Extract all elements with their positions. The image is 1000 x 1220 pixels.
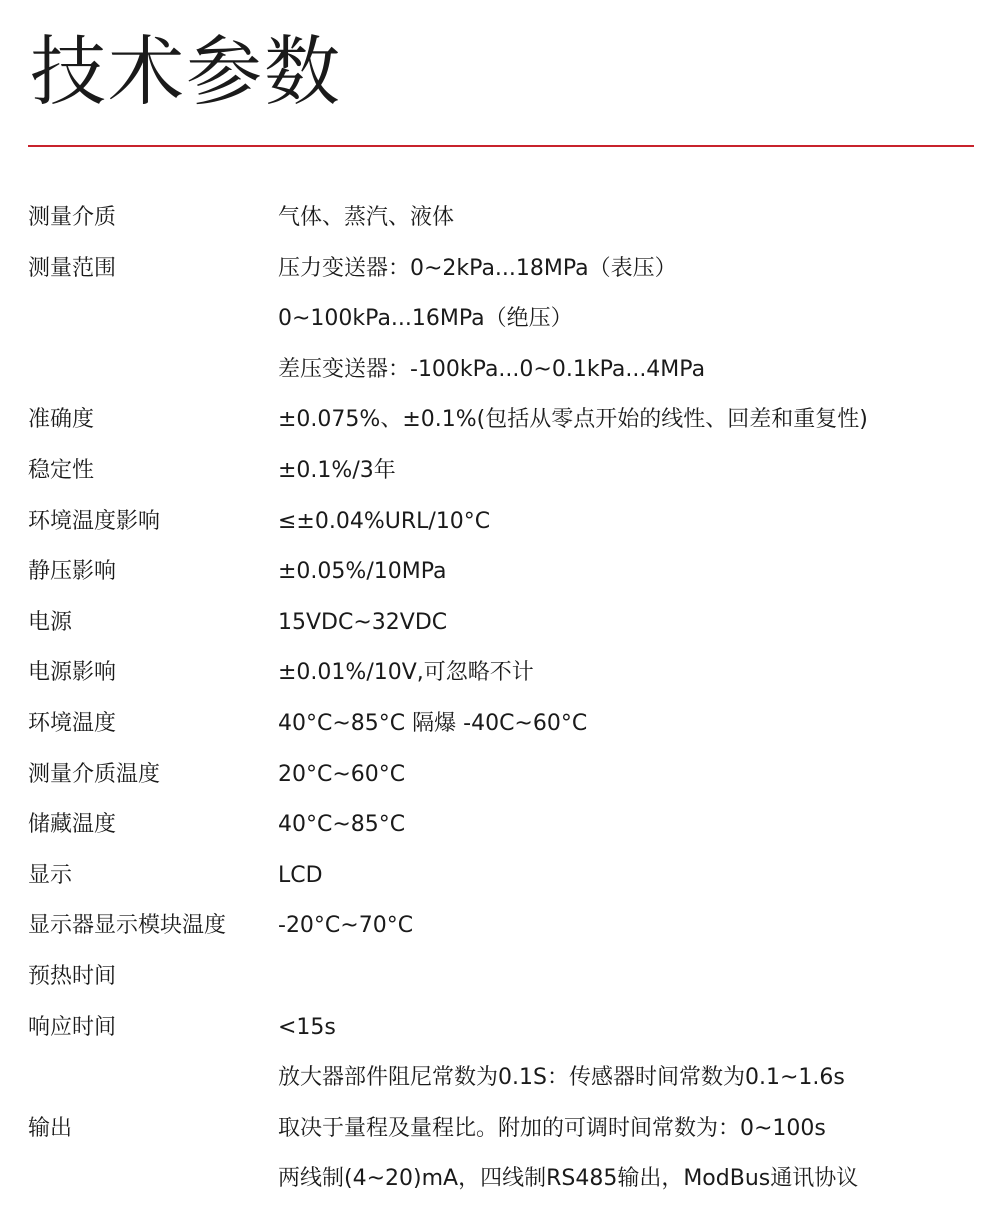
spec-values bbox=[278, 598, 988, 649]
spec-value: ≤±0.04%URL/10°C bbox=[278, 508, 491, 534]
spec-value: 气体、蒸汽、液体 bbox=[278, 205, 455, 230]
spec-label: 输出 bbox=[28, 1115, 73, 1141]
spec-value: 40°C~85°C 隔爆 -40C~60°C bbox=[278, 710, 588, 736]
spec-values bbox=[278, 750, 988, 801]
spec-value bbox=[278, 952, 988, 1003]
spec-row bbox=[28, 1104, 988, 1205]
spec-row bbox=[28, 598, 988, 649]
spec-label: 测量介质 bbox=[28, 205, 117, 230]
spec-values bbox=[278, 800, 988, 851]
spec-values bbox=[278, 901, 988, 952]
spec-value: 0~100kPa...16MPa（绝压） bbox=[278, 306, 573, 332]
spec-values bbox=[278, 547, 988, 598]
spec-values bbox=[278, 497, 988, 548]
spec-values bbox=[278, 244, 988, 396]
title-divider bbox=[28, 145, 974, 147]
spec-values bbox=[278, 395, 988, 446]
spec-label: 准确度 bbox=[28, 407, 95, 433]
spec-value: 放大器部件阻尼常数为0.1S：传感器时间常数为0.1~1.6s bbox=[278, 1065, 845, 1091]
spec-label: 环境温度影响 bbox=[28, 508, 161, 534]
spec-value: 20°C~60°C bbox=[278, 761, 406, 787]
spec-label: 显示器显示模块温度 bbox=[28, 913, 227, 939]
spec-values bbox=[278, 446, 988, 497]
spec-row bbox=[28, 497, 988, 548]
spec-row bbox=[28, 395, 988, 446]
spec-label: 预热时间 bbox=[28, 963, 117, 989]
spec-row bbox=[28, 648, 988, 699]
spec-value: 40°C~85°C bbox=[278, 812, 406, 838]
spec-row bbox=[28, 699, 988, 750]
spec-row bbox=[28, 193, 988, 244]
page-title: 技术参数 bbox=[30, 27, 342, 116]
spec-value: 差压变送器：-100kPa...0~0.1kPa...4MPa bbox=[278, 356, 706, 382]
spec-values bbox=[278, 851, 988, 902]
spec-label: 电源影响 bbox=[28, 660, 117, 686]
spec-row bbox=[28, 901, 988, 952]
spec-row bbox=[28, 800, 988, 851]
spec-value: ±0.075%、±0.1%(包括从零点开始的线性、回差和重复性) bbox=[278, 407, 868, 433]
spec-row bbox=[28, 244, 988, 396]
spec-label: 稳定性 bbox=[28, 457, 95, 483]
spec-values bbox=[278, 952, 988, 1003]
spec-value: <15s bbox=[278, 1014, 336, 1040]
spec-values bbox=[278, 648, 988, 699]
spec-values bbox=[278, 699, 988, 750]
spec-row bbox=[28, 446, 988, 497]
spec-label: 响应时间 bbox=[28, 1014, 117, 1040]
spec-values bbox=[278, 1003, 988, 1104]
spec-label: 测量介质温度 bbox=[28, 761, 161, 787]
spec-row bbox=[28, 851, 988, 902]
spec-value: 取决于量程及量程比。附加的可调时间常数为：0~100s bbox=[278, 1115, 826, 1141]
spec-value: ±0.05%/10MPa bbox=[278, 559, 447, 585]
spec-label: 电源 bbox=[28, 609, 73, 635]
spec-value: ±0.01%/10V,可忽略不计 bbox=[278, 660, 534, 686]
spec-row bbox=[28, 1003, 988, 1104]
spec-label: 测量范围 bbox=[28, 255, 117, 281]
spec-row bbox=[28, 952, 988, 1003]
spec-value: 15VDC~32VDC bbox=[278, 609, 448, 635]
spec-value: ±0.1%/3年 bbox=[278, 457, 396, 483]
spec-label: 储藏温度 bbox=[28, 812, 117, 838]
spec-values bbox=[278, 1104, 988, 1205]
spec-values bbox=[278, 193, 988, 244]
spec-value: 压力变送器：0~2kPa...18MPa（表压） bbox=[278, 255, 677, 281]
spec-label: 显示 bbox=[28, 862, 73, 888]
spec-value: 两线制(4~20)mA，四线制RS485输出，ModBus通讯协议 bbox=[278, 1166, 859, 1192]
spec-table bbox=[28, 193, 988, 1205]
spec-value: -20°C~70°C bbox=[278, 913, 414, 939]
spec-value: LCD bbox=[278, 862, 323, 888]
spec-row bbox=[28, 547, 988, 598]
spec-label: 环境温度 bbox=[28, 710, 117, 736]
spec-row bbox=[28, 750, 988, 801]
spec-label: 静压影响 bbox=[28, 559, 117, 585]
